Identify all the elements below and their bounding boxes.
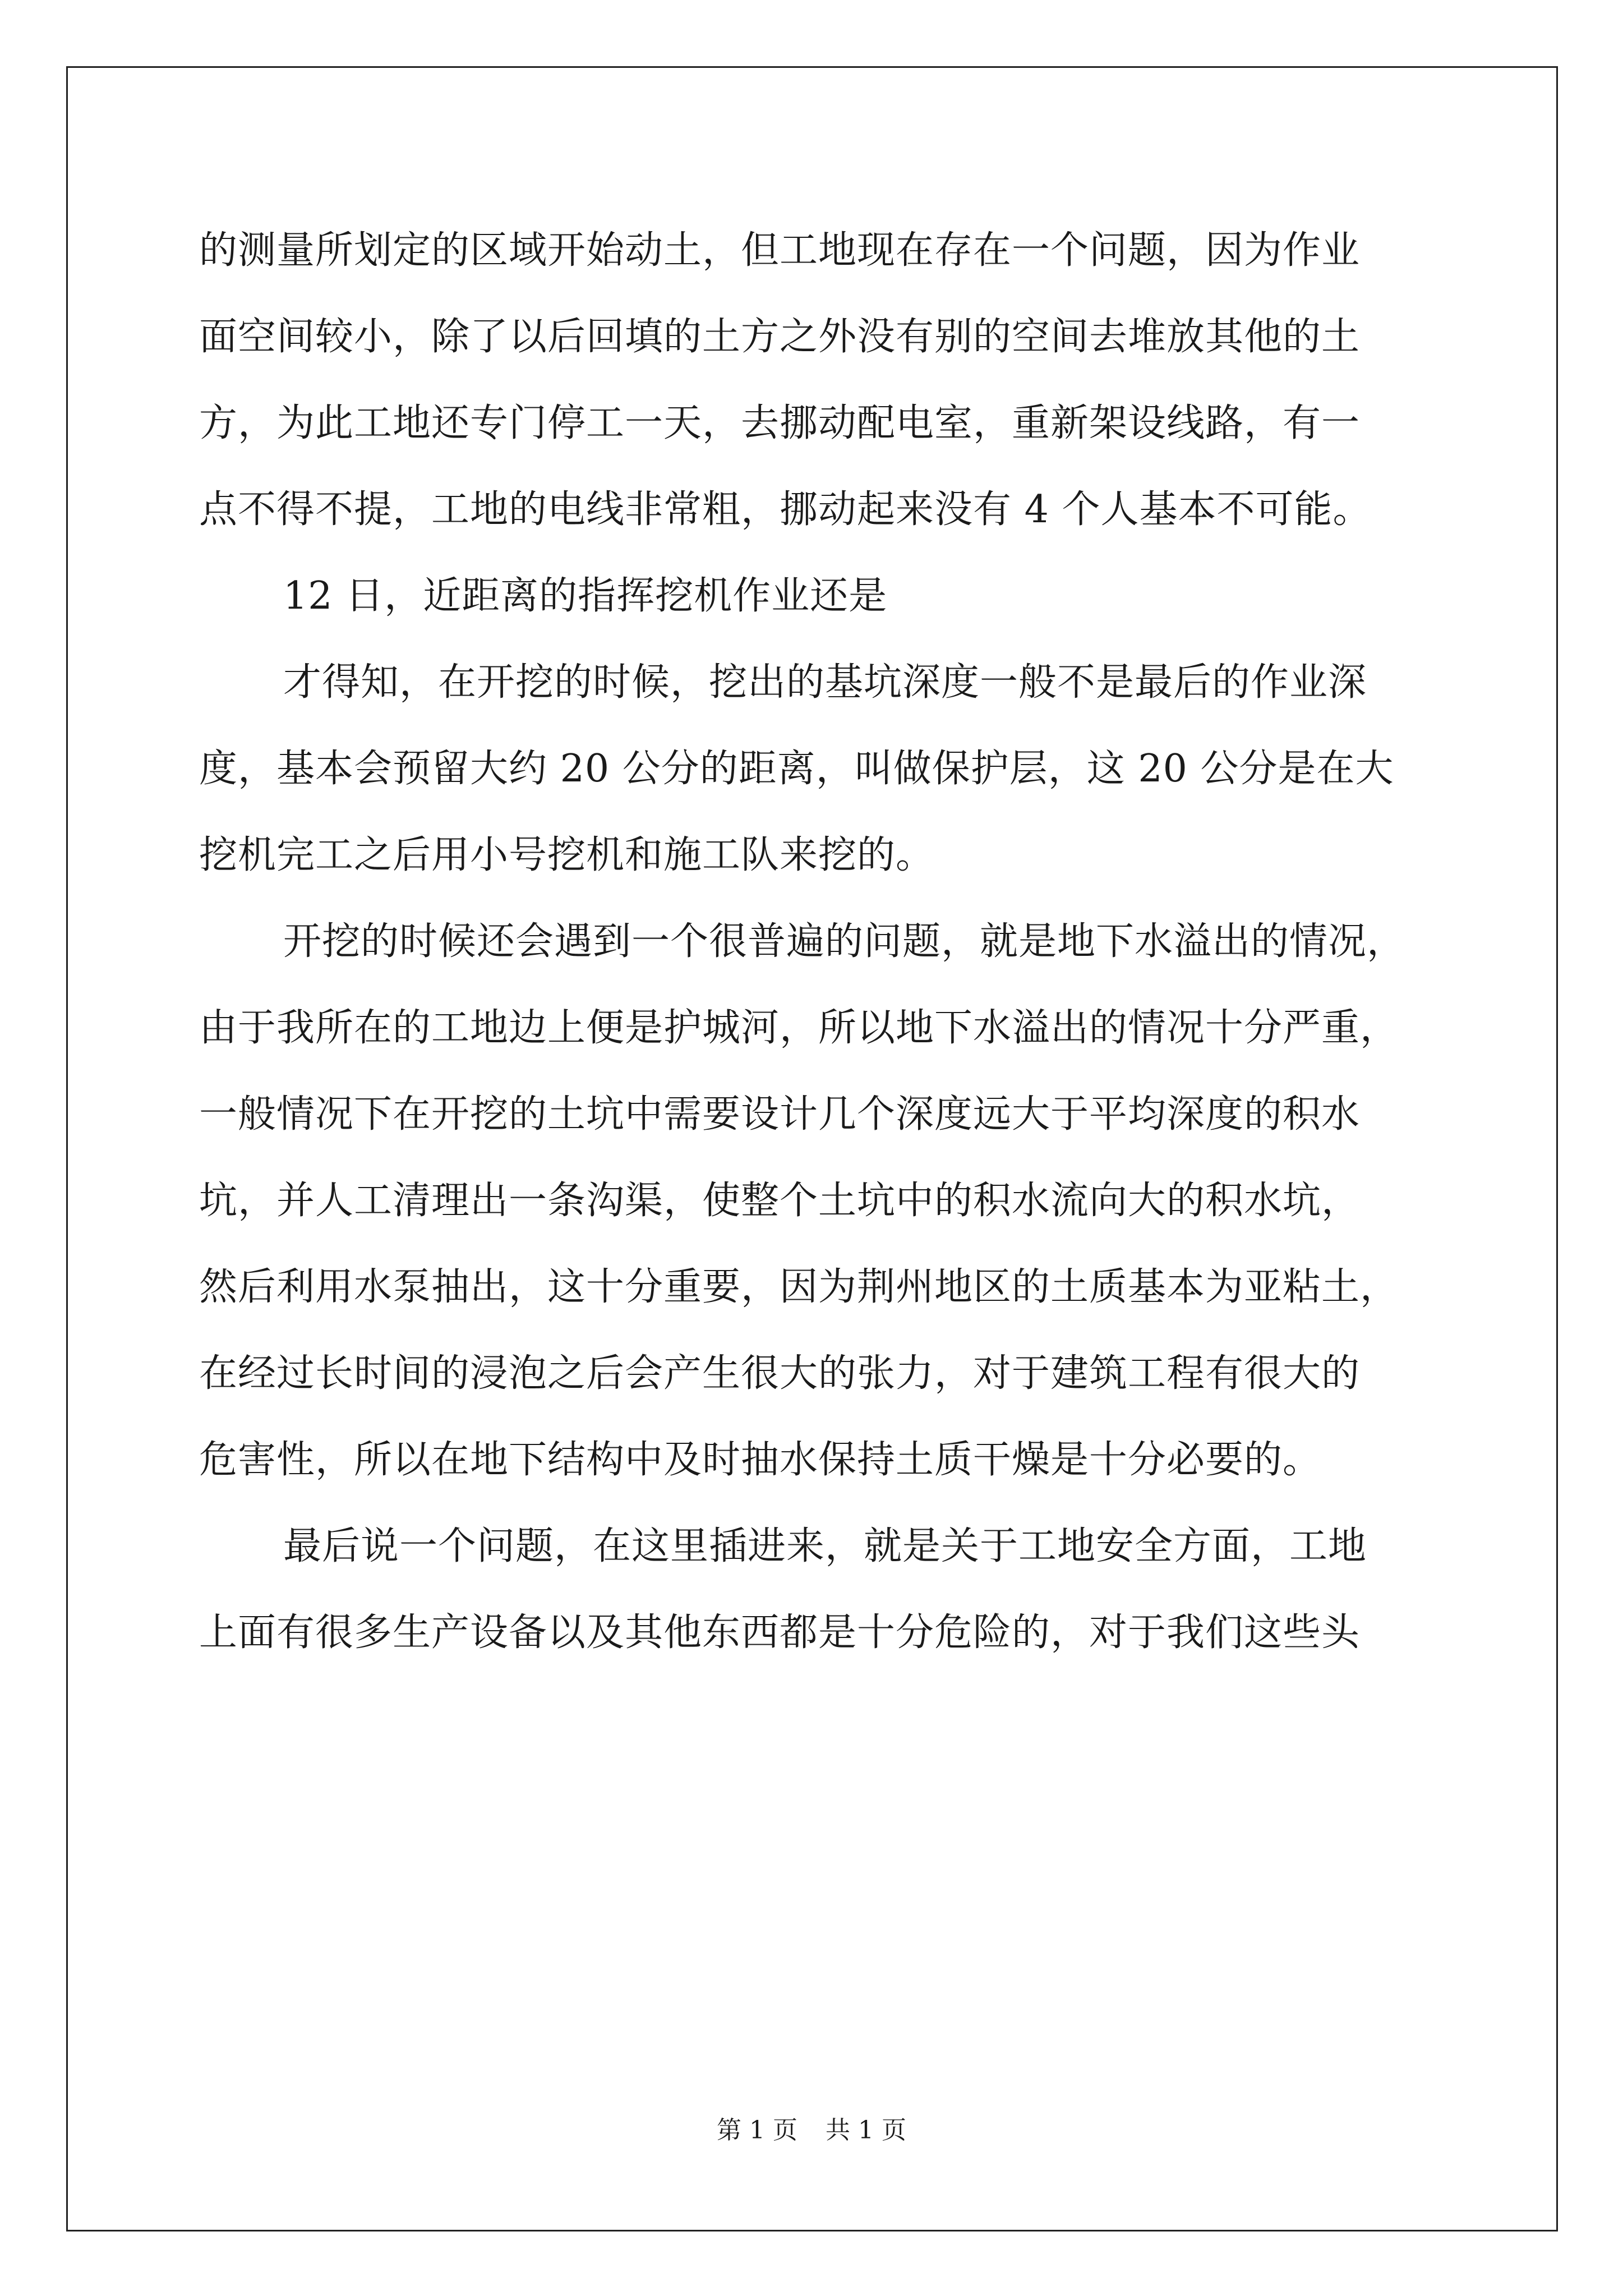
page-total: 共 1 页 bbox=[826, 2116, 906, 2145]
text-line: 在经过长时间的浸泡之后会产生很大的张力，对于建筑工程有很大的 bbox=[199, 1351, 1361, 1396]
text-line: 面空间较小，除了以后回填的土方之外没有别的空间去堆放其他的土 bbox=[199, 315, 1361, 359]
paragraph-start-line: 开挖的时候还会遇到一个很普遍的问题，就是地下水溢出的情况， bbox=[283, 919, 1406, 964]
document-body bbox=[199, 208, 1433, 1676]
text-line: 方，为此工地还专门停工一天，去挪动配电室，重新架设线路，有一 bbox=[199, 401, 1361, 445]
text-line: 挖机完工之后用小号挖机和施工队来挖的。 bbox=[199, 833, 935, 877]
text-line: 由于我所在的工地边上便是护城河，所以地下水溢出的情况十分严重， bbox=[199, 1006, 1399, 1050]
text-line: 危害性，所以在地下结构中及时抽水保持土质干燥是十分必要的。 bbox=[199, 1438, 1322, 1482]
text-line: 一般情况下在开挖的土坑中需要设计几个深度远大于平均深度的积水 bbox=[199, 1092, 1361, 1137]
page-footer bbox=[0, 2114, 1623, 2147]
text-line: 然后利用水泵抽出，这十分重要，因为荆州地区的土质基本为亚粘土， bbox=[199, 1265, 1399, 1309]
text-line: 度，基本会预留大约 20 公分的距离，叫做保护层，这 20 公分是在大 bbox=[199, 747, 1394, 791]
page-number: 第 1 页 bbox=[717, 2116, 797, 2145]
paragraph-start-line: 12 日，近距离的指挥挖机作业还是 bbox=[283, 574, 888, 618]
text-line: 点不得不提，工地的电线非常粗，挪动起来没有 4 个人基本不可能。 bbox=[199, 487, 1372, 532]
text-line: 的测量所划定的区域开始动土，但工地现在存在一个问题，因为作业 bbox=[199, 228, 1361, 273]
paragraph-start-line: 最后说一个问题，在这里插进来，就是关于工地安全方面，工地 bbox=[283, 1524, 1367, 1568]
text-line: 上面有很多生产设备以及其他东西都是十分危险的，对于我们这些头 bbox=[199, 1611, 1361, 1655]
text-line: 坑，并人工清理出一条沟渠，使整个土坑中的积水流向大的积水坑， bbox=[199, 1179, 1361, 1223]
paragraph-start-line: 才得知，在开挖的时候，挖出的基坑深度一般不是最后的作业深 bbox=[283, 660, 1367, 705]
